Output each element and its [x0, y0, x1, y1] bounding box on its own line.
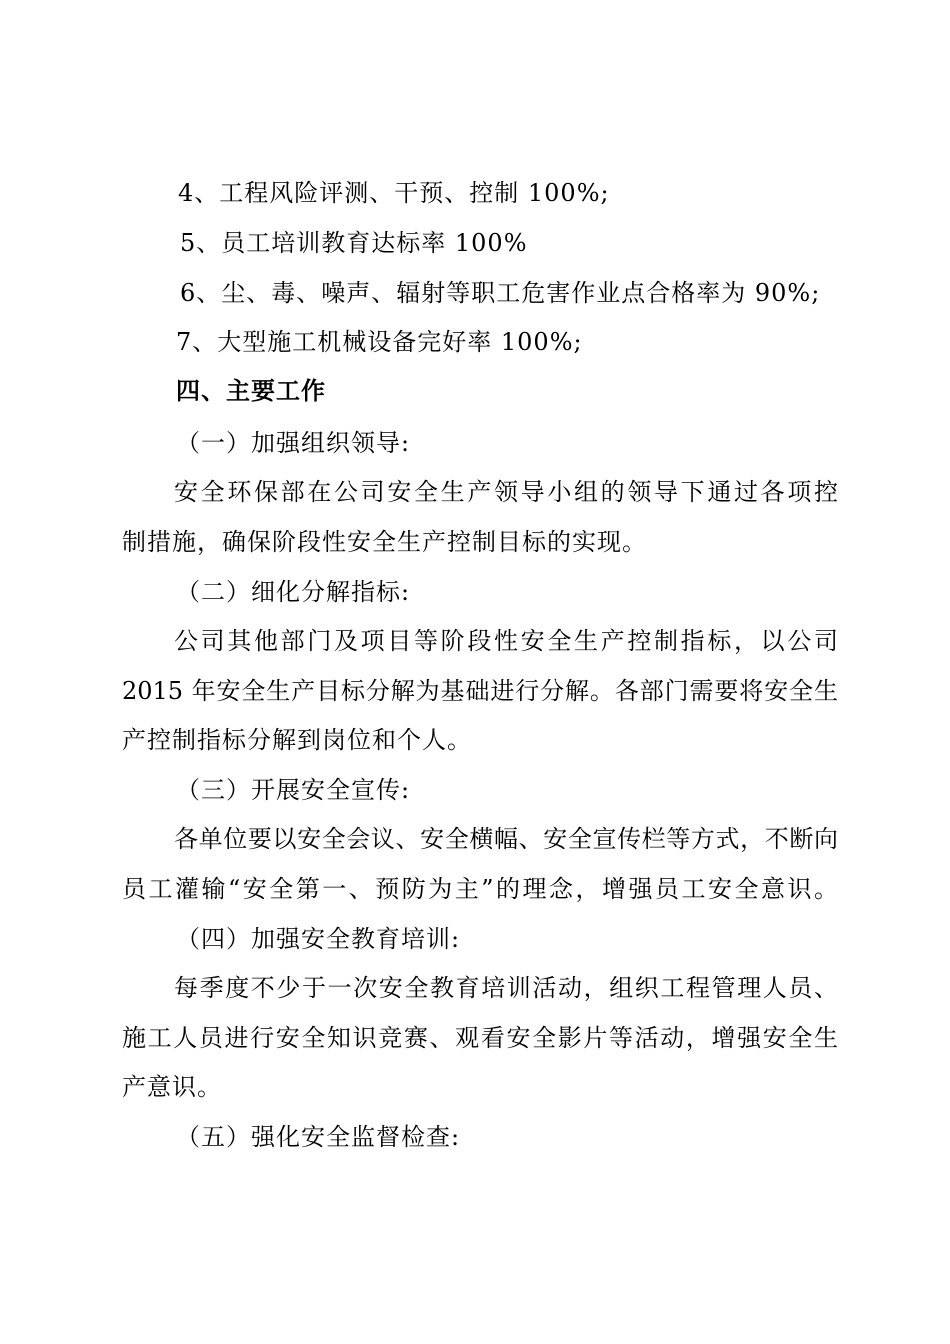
paragraph-line: 安全环保部在公司安全生产领导小组的领导下通过各项控	[174, 478, 838, 506]
subheading-inspection: （五）强化安全监督检查:	[176, 1123, 461, 1151]
target-item-4: 4、工程风险评测、干预、控制 100%;	[178, 179, 610, 207]
paragraph-line: 制措施，确保阶段性安全生产控制目标的实现。	[122, 528, 647, 556]
paragraph-line: 每季度不少于一次安全教育培训活动，组织工程管理人员、	[174, 974, 838, 1002]
paragraph-line: 2015 年安全生产目标分解为基础进行分解。各部门需要将安全生	[122, 677, 838, 705]
subheading-organization: （一）加强组织领导:	[176, 429, 411, 457]
subheading-publicity: （三）开展安全宣传:	[176, 776, 411, 804]
subheading-indicators: （二）细化分解指标:	[176, 578, 411, 606]
target-item-5: 5、员工培训教育达标率 100%	[180, 229, 528, 257]
paragraph-line: 产控制指标分解到岗位和个人。	[122, 726, 472, 754]
subheading-training: （四）加强安全教育培训:	[176, 925, 461, 953]
paragraph-line: 各单位要以安全会议、安全横幅、安全宣传栏等方式，不断向	[174, 825, 838, 853]
paragraph-line: 施工人员进行安全知识竞赛、观看安全影片等活动，增强安全生	[122, 1024, 838, 1052]
paragraph-line: 员工灌输“安全第一、预防为主”的理念，增强员工安全意识。	[122, 875, 838, 903]
section-heading-main-work: 四、主要工作	[176, 376, 326, 405]
paragraph-line: 公司其他部门及项目等阶段性安全生产控制指标，以公司	[174, 627, 838, 655]
target-item-7: 7、大型施工机械设备完好率 100%;	[176, 328, 583, 356]
target-item-6: 6、尘、毒、噪声、辐射等职工危害作业点合格率为 90%;	[180, 279, 821, 307]
paragraph-line: 产意识。	[122, 1073, 222, 1101]
